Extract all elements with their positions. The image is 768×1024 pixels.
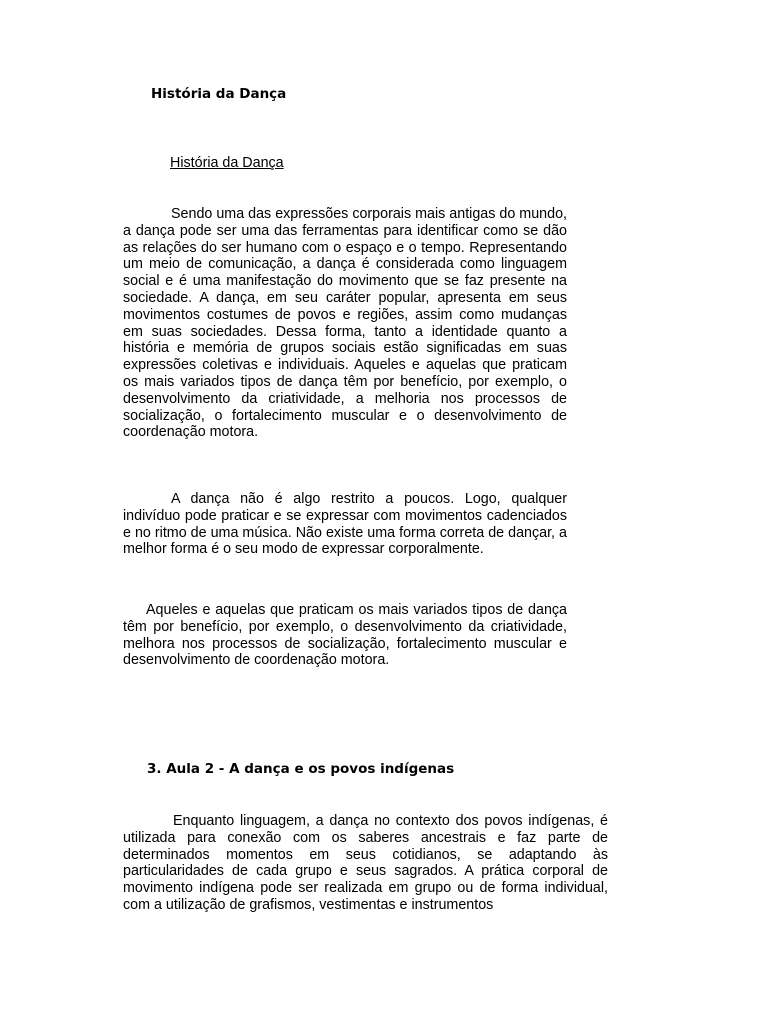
paragraph-indigenous: Enquanto linguagem, a dança no contexto dos povos indígenas, é utilizada para conexão com os saberes ancestrais e faz parte de determinados momentos em seus cotidianos, se adaptando às particularidades de cada grupo e seus sagrados. A prática corporal de movimento indígena pode ser realizada em grupo ou de forma individual, com a utilização de grafismos, vestimentas e instrumentos [123, 813, 608, 913]
paragraph-accessibility: A dança não é algo restrito a poucos. Logo, qualquer indivíduo pode praticar e se expressar com movimentos cadenciados e no ritmo de uma música. Não existe uma forma correta de dançar, a melhor forma é o seu modo de expressar corporalmente. [123, 491, 567, 558]
paragraph-benefits: Aqueles e aquelas que praticam os mais variados tipos de dança têm por benefício, por exemplo, o desenvolvimento da criatividade, melhora nos processos de socialização, fortalecimento muscular e desenvolvimento de coordenação motora. [123, 602, 567, 669]
document-title: História da Dança [151, 86, 287, 102]
document-subtitle: História da Dança [170, 155, 284, 171]
section-heading: 3. Aula 2 - A dança e os povos indígenas [147, 761, 455, 777]
paragraph-intro: Sendo uma das expressões corporais mais antigas do mundo, a dança pode ser uma das ferramentas para identificar como se dão as relações do ser humano com o espaço e o tempo. Representando um meio de comunicação, a dança é considerada como linguagem social e é uma manifestação do movimento que se faz presente na sociedade. A dança, em seu caráter popular, apresenta em seus movimentos costumes de povos e regiões, assim como mudanças em suas sociedades. Dessa forma, tanto a identidade quanto a história e memória de grupos sociais estão significadas em suas expressões coletivas e individuais. Aqueles e aquelas que praticam os mais variados tipos de dança têm por benefício, por exemplo, o desenvolvimento da criatividade, a melhoria nos processos de socialização, o fortalecimento muscular e o desenvolvimento de coordenação motora. [123, 206, 567, 441]
